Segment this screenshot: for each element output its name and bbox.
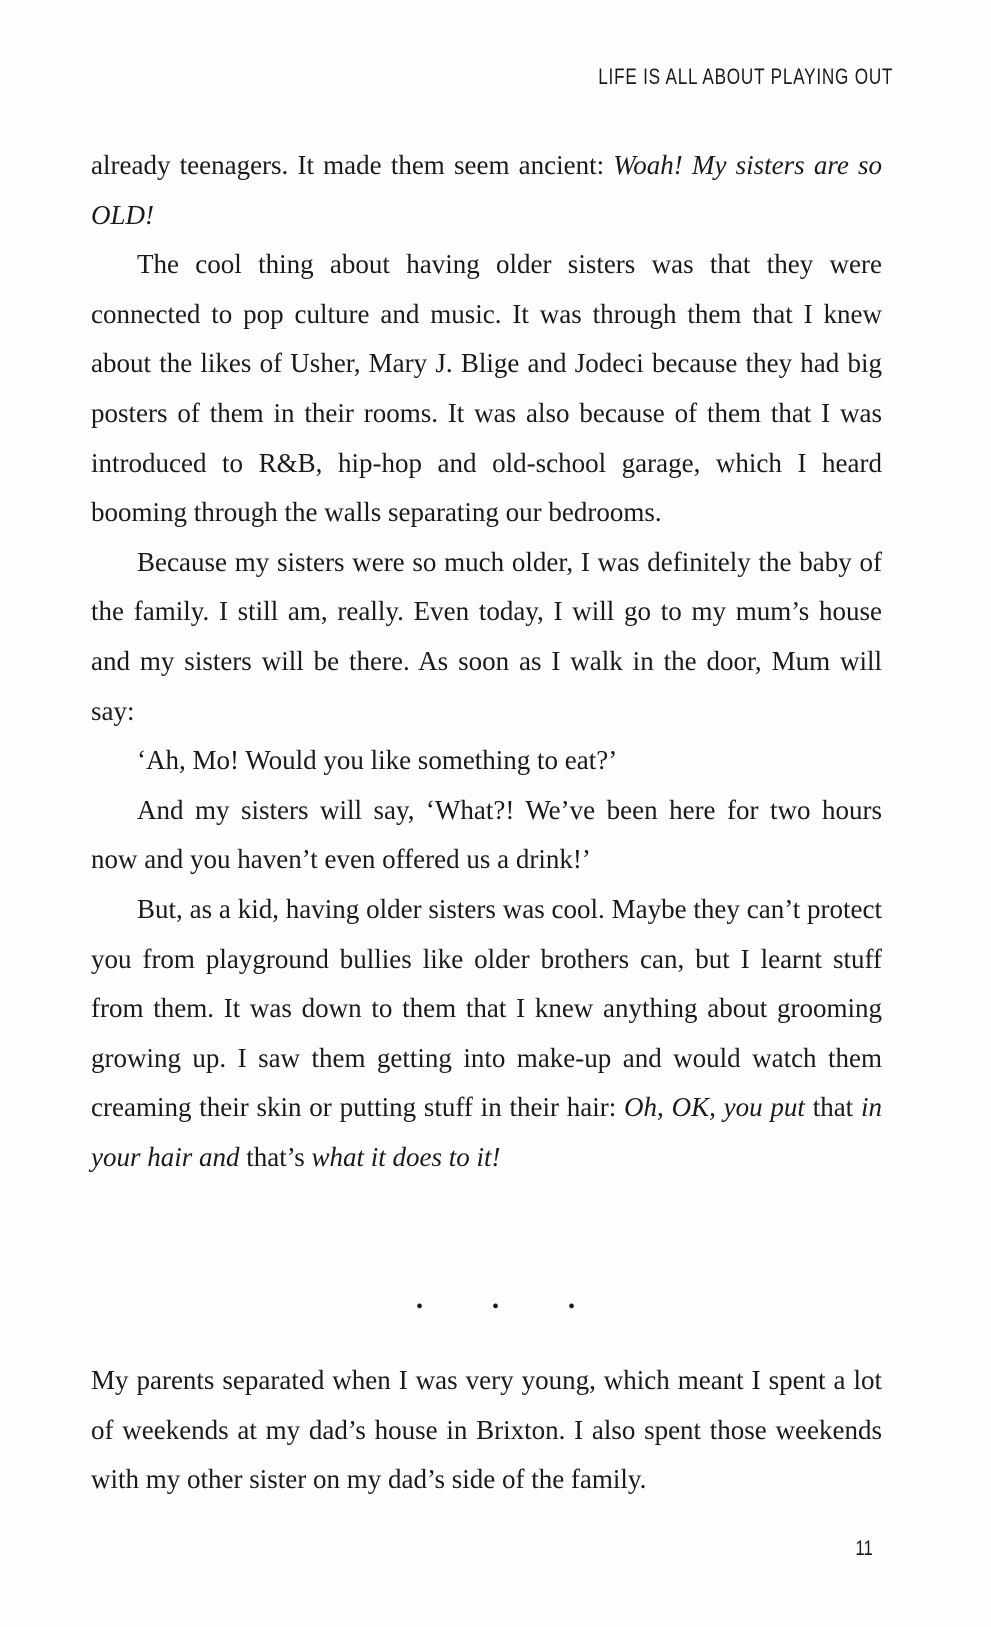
section-break-dots: • • •	[415, 1296, 607, 1318]
body-text-section-1	[91, 141, 882, 1182]
paragraph-7: My parents separated when I was very young, which meant I spent a lot of weekends at my dad’s house in Brixton. I also spent those weekends with my other sister on my dad’s side of the family.	[91, 1365, 882, 1495]
paragraph-3: Because my sisters were so much older, I was definitely the baby of the family. I still am, really. Even today, I will go to my mum’s house and my sisters will be there. As soon as I walk in the door, Mum will say:	[91, 546, 882, 726]
paragraph-6-text: But, as a kid, having older sisters was cool. Maybe they can’t protect you from playground bullies like older brothers can, but I learnt stuff from them. It was down to them that I knew anything about grooming growing up. I saw them getting into make-up and would watch them creaming their skin or putting stuff in their hair:	[91, 893, 882, 1123]
paragraph-1-text: already teenagers. It made them seem ancient:	[91, 150, 614, 180]
paragraph-6-text-3: that’s	[239, 1141, 312, 1172]
paragraph-2: The cool thing about having older sisters was that they were connected to pop culture and music. It was through them that I knew about the likes of Usher, Mary J. Blige and Jodeci because they had big posters of them in their rooms. It was also because of them that I was introduced to R&B, hip-hop and old-school garage, which I heard booming through the walls separating our bedrooms.	[91, 249, 882, 528]
paragraph-6	[91, 885, 882, 1183]
paragraph-6-italic-3: what it does to it!	[311, 1141, 501, 1172]
paragraph-6-italic-2: in your hair and	[91, 1092, 882, 1172]
running-head: LIFE IS ALL ABOUT PLAYING OUT	[597, 64, 893, 89]
body-text-section-2	[91, 1356, 882, 1505]
paragraph-4: ‘Ah, Mo! Would you like something to eat?’	[137, 745, 618, 776]
paragraph-6-text-2: that	[804, 1092, 861, 1123]
paragraph-1	[91, 141, 882, 240]
paragraph-1-italic: Woah! My sisters are so OLD!	[91, 150, 882, 230]
paragraph-6-italic-1: Oh, OK, you put	[624, 1092, 805, 1123]
page-number: 11	[855, 1537, 873, 1560]
paragraph-5: And my sisters will say, ‘What?! We’ve been here for two hours now and you haven’t even offered us a drink!’	[91, 794, 882, 875]
